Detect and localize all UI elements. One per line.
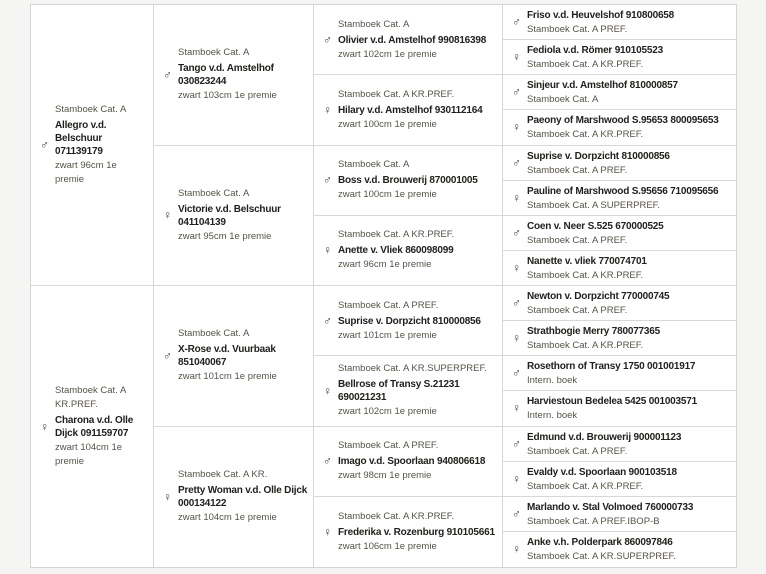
female-icon: ♀: [512, 50, 521, 65]
horse-name: Pauline of Marshwood S.95656 710095656: [527, 185, 719, 197]
male-icon: ♂: [512, 506, 521, 521]
male-icon: ♂: [323, 313, 332, 328]
pedigree-cell: [503, 462, 736, 497]
horse-details: zwart 104cm 1e premie: [178, 512, 277, 524]
horse-name: Coen v. Neer S.525 670000525: [527, 220, 664, 232]
horse-name: Anette v. Vliek 860098099: [338, 245, 454, 257]
female-icon: ♀: [323, 524, 332, 539]
female-icon: ♀: [163, 489, 172, 504]
pedigree-cell: [503, 181, 736, 216]
female-icon: ♀: [323, 383, 332, 398]
male-icon: ♂: [323, 173, 332, 188]
studbook-category: Stamboek Cat. A PREF.: [527, 234, 628, 246]
pedigree-cell: [503, 427, 736, 462]
pedigree-cell: [503, 286, 736, 321]
female-icon: ♀: [163, 208, 172, 223]
studbook-category: Stamboek Cat. A KR.: [178, 469, 268, 481]
male-icon: ♂: [512, 366, 521, 381]
pedigree-cell: [314, 427, 503, 497]
horse-details: zwart 100cm 1e premie: [338, 118, 437, 130]
male-icon: ♂: [40, 138, 49, 152]
horse-name: Hilary v.d. Amstelhof 930112164: [338, 104, 483, 116]
horse-name: Imago v.d. Spoorlaan 940806618: [338, 456, 486, 468]
horse-name: Suprise v. Dorpzicht 810000856: [527, 150, 670, 162]
pedigree-cell: [503, 251, 736, 286]
horse-name: Bellrose of Transy S.21231 690021231: [338, 379, 460, 404]
male-icon: ♂: [323, 32, 332, 47]
female-icon: ♀: [512, 260, 521, 275]
male-icon: ♂: [512, 436, 521, 451]
pedigree-cell: [503, 110, 736, 145]
pedigree-cell: [503, 146, 736, 181]
pedigree-cell: [31, 286, 154, 567]
pedigree-cell: [154, 5, 314, 146]
horse-name: Evaldy v.d. Spoorlaan 900103518: [527, 466, 677, 478]
horse-details: zwart 101cm 1e premie: [338, 329, 437, 341]
horse-name: Frederika v. Rozenburg 910105661: [338, 526, 495, 538]
studbook-category: Stamboek Cat. A KR.SUPERPREF.: [527, 551, 676, 563]
horse-name: Marlando v. Stal Volmoed 760000733: [527, 501, 694, 513]
pedigree-cell: [154, 427, 314, 568]
horse-details: zwart 104cm 1e premie: [55, 442, 123, 467]
pedigree-cell: [314, 75, 503, 145]
female-icon: ♀: [512, 190, 521, 205]
pedigree-cell: [503, 391, 736, 426]
studbook-category: Stamboek Cat. A SUPERPREF.: [527, 199, 661, 211]
studbook-category: Stamboek Cat. A KR.PREF.: [527, 480, 644, 492]
female-icon: ♀: [512, 401, 521, 416]
horse-name: Rosethorn of Transy 1750 001001917: [527, 361, 696, 373]
pedigree-cell: [503, 532, 736, 567]
studbook-category: Stamboek Cat. A KR.PREF.: [527, 59, 644, 71]
horse-name: Paeony of Marshwood S.95653 800095653: [527, 115, 719, 127]
female-icon: ♀: [512, 542, 521, 557]
pedigree-cell: [503, 497, 736, 532]
horse-name: Allegro v.d. Belschuur 071139179: [55, 120, 107, 157]
studbook-category: Stamboek Cat. A: [338, 18, 410, 30]
female-icon: ♀: [512, 471, 521, 486]
horse-name: Charona v.d. Olle Dijck 091159707: [55, 415, 134, 439]
studbook-category: Stamboek Cat. A KR.PREF.: [338, 510, 455, 522]
female-icon: ♀: [40, 419, 49, 434]
studbook-category: Stamboek Cat. A PREF.: [527, 24, 628, 36]
horse-details: zwart 103cm 1e premie: [178, 90, 277, 102]
studbook-category: Stamboek Cat. A KR.PREF.: [55, 385, 126, 410]
female-icon: ♀: [323, 102, 332, 117]
studbook-category: Stamboek Cat. A: [527, 94, 599, 106]
studbook-category: Stamboek Cat. A PREF.: [338, 299, 439, 311]
male-icon: ♂: [512, 296, 521, 311]
male-icon: ♂: [163, 67, 172, 82]
horse-details: zwart 102cm 1e premie: [338, 406, 437, 418]
studbook-category: Stamboek Cat. A KR.PREF.: [338, 88, 455, 100]
male-icon: ♂: [163, 348, 172, 363]
studbook-category: Stamboek Cat. A PREF.: [527, 445, 628, 457]
horse-name: Victorie v.d. Belschuur 041104139: [178, 203, 281, 228]
male-icon: ♂: [512, 15, 521, 30]
studbook-category: Stamboek Cat. A KR.PREF.: [338, 229, 455, 241]
pedigree-cell: [503, 40, 736, 75]
pedigree-table: [30, 4, 737, 568]
horse-name: Edmund v.d. Brouwerij 900001123: [527, 431, 682, 443]
male-icon: ♂: [323, 454, 332, 469]
studbook-category: Stamboek Cat. A PREF.: [527, 164, 628, 176]
horse-name: Suprise v. Dorpzicht 810000856: [338, 315, 481, 327]
female-icon: ♀: [512, 120, 521, 135]
studbook-category: Intern. boek: [527, 375, 578, 387]
pedigree-cell: [314, 356, 503, 426]
female-icon: ♀: [323, 243, 332, 258]
horse-name: Newton v. Dorpzicht 770000745: [527, 291, 670, 303]
studbook-category: Stamboek Cat. A PREF.IBOP-B: [527, 515, 660, 527]
horse-name: Tango v.d. Amstelhof 030823244: [178, 63, 274, 88]
studbook-category: Stamboek Cat. A KR.PREF.: [527, 340, 644, 352]
pedigree-cell: [314, 5, 503, 75]
horse-name: X-Rose v.d. Vuurbaak 851040067: [178, 344, 276, 369]
horse-name: Harviestoun Bedelea 5425 001003571: [527, 396, 697, 408]
male-icon: ♂: [512, 225, 521, 240]
horse-details: zwart 96cm 1e premie: [55, 160, 117, 185]
pedigree-cell: [503, 321, 736, 356]
pedigree-cell: [314, 216, 503, 286]
pedigree-cell: [154, 146, 314, 287]
horse-name: Friso v.d. Heuvelshof 910800658: [527, 10, 675, 22]
horse-name: Sinjeur v.d. Amstelhof 810000857: [527, 80, 678, 92]
horse-name: Fediola v.d. Römer 910105523: [527, 45, 663, 57]
horse-details: zwart 106cm 1e premie: [338, 540, 437, 552]
pedigree-cell: [314, 286, 503, 356]
horse-details: zwart 98cm 1e premie: [338, 470, 432, 482]
horse-name: Strathbogie Merry 780077365: [527, 326, 661, 338]
pedigree-cell: [154, 286, 314, 427]
pedigree-cell: [503, 75, 736, 110]
pedigree-cell: [314, 497, 503, 567]
pedigree-cell: [503, 356, 736, 391]
studbook-category: Intern. boek: [527, 410, 578, 422]
studbook-category: Stamboek Cat. A: [178, 47, 250, 59]
studbook-category: Stamboek Cat. A KR.PREF.: [527, 269, 644, 281]
studbook-category: Stamboek Cat. A: [178, 328, 250, 340]
pedigree-cell: [503, 5, 736, 40]
horse-details: zwart 96cm 1e premie: [338, 259, 432, 271]
horse-name: Pretty Woman v.d. Olle Dijck 000134122: [178, 485, 308, 510]
horse-details: zwart 102cm 1e premie: [338, 48, 437, 60]
female-icon: ♀: [512, 331, 521, 346]
male-icon: ♂: [512, 155, 521, 170]
studbook-category: Stamboek Cat. A KR.PREF.: [527, 129, 644, 141]
pedigree-cell: [503, 216, 736, 251]
pedigree-cell: [314, 146, 503, 216]
studbook-category: Stamboek Cat. A: [178, 187, 250, 199]
pedigree-cell: [31, 5, 154, 286]
studbook-category: Stamboek Cat. A: [338, 159, 410, 171]
studbook-category: Stamboek Cat. A KR.SUPERPREF.: [338, 363, 487, 375]
studbook-category: Stamboek Cat. A PREF.: [338, 440, 439, 452]
horse-details: zwart 95cm 1e premie: [178, 230, 272, 242]
horse-details: zwart 100cm 1e premie: [338, 189, 437, 201]
horse-name: Nanette v. vliek 770074701: [527, 255, 647, 267]
male-icon: ♂: [512, 85, 521, 100]
studbook-category: Stamboek Cat. A: [55, 104, 127, 115]
studbook-category: Stamboek Cat. A PREF.: [527, 305, 628, 317]
horse-name: Boss v.d. Brouwerij 870001005: [338, 175, 478, 187]
horse-name: Anke v.h. Polderpark 860097846: [527, 537, 673, 549]
horse-details: zwart 101cm 1e premie: [178, 371, 277, 383]
horse-name: Olivier v.d. Amstelhof 990816398: [338, 34, 487, 46]
